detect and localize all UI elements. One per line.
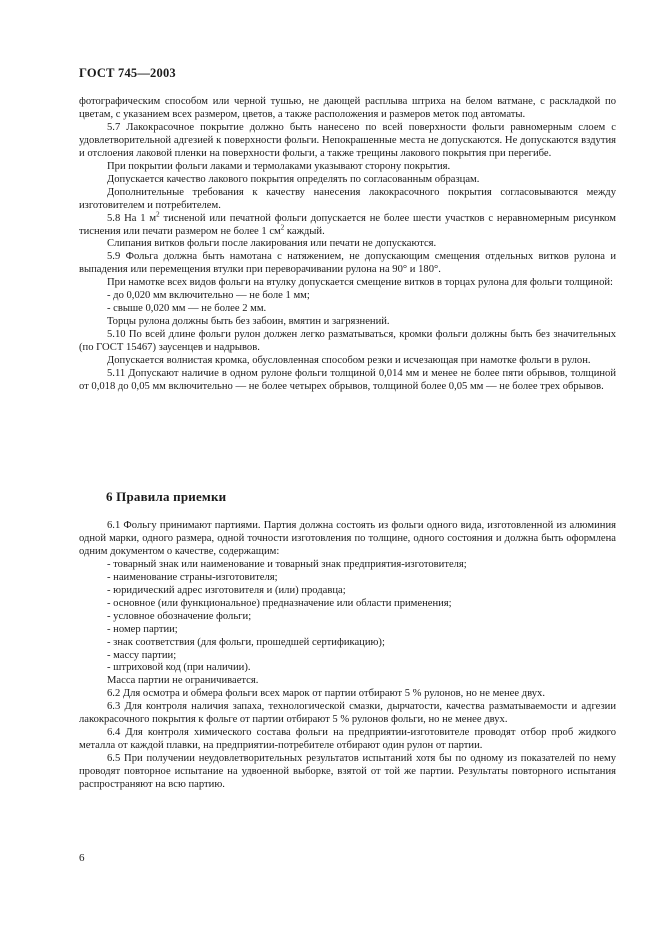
- paragraph-continuation: фотографическим способом или черной тушью, не дающей расплыва штриха на белом ватмане, с раскладкой по цветам, с указанием всех размером, цветов, а также расположения и размеров меток под автоматы.: [79, 96, 616, 120]
- paragraph-6-4: 6.4 Для контроля химического состава фольги на предприятии-изготовителе проводят отбор проб жидкого металла от каждой плавки, на предприятии-потребителе отбирают один рулон от партии.: [79, 727, 616, 752]
- paragraph-6-5: 6.5 При получении неудовлетворительных результатов испытаний хотя бы по одному из показателей по нему проводят повторное испытание на удвоенной выборке, взятой от той же партии. Результаты повторного испытания распространяют на всю партию.: [79, 753, 616, 791]
- list-item: - свыше 0,020 мм — не более 2 мм.: [107, 303, 267, 315]
- paragraph-6-3: 6.3 Для контроля наличия запаха, технологической смазки, дырчатости, качества разматываемости и адгезии лакокрасочного покрытия к фольге от партии отбирают 5 % рулонов фольги, но не менее двух.: [79, 701, 616, 726]
- paragraph-5-7-c: Допускается качество лакового покрытия определять по согласованным образцам.: [107, 173, 480, 185]
- list-item: - номер партии;: [107, 623, 178, 635]
- paragraph-6-1-b: Масса партии не ограничивается.: [107, 675, 259, 687]
- list-item: - условное обозначение фольги;: [107, 610, 252, 622]
- page-number: 6: [79, 852, 85, 864]
- p58-part-c: каждый.: [284, 225, 325, 237]
- list-item: - штриховой код (при наличии).: [107, 662, 251, 674]
- section-6-title: 6 Правила приемки: [106, 489, 227, 504]
- document-header: ГОСТ 745—2003: [79, 66, 176, 80]
- paragraph-6-2: 6.2 Для осмотра и обмера фольги всех марок от партии отбирают 5 % рулонов, но не менее двух.: [107, 688, 545, 700]
- list-item: - до 0,020 мм включительно — не боле 1 мм;: [107, 290, 310, 302]
- paragraph-5-11: 5.11 Допускают наличие в одном рулоне фольги толщиной 0,014 мм и менее не более пяти обрывов, толщиной от 0,018 до 0,05 мм включительно — не более четырех обрывов, толщиной более 0,05 мм — не более трех обрывов.: [79, 368, 616, 392]
- p58-sup-1: 2: [156, 210, 160, 219]
- paragraph-5-10: 5.10 По всей длине фольги рулон должен легко разматываться, кромки фольги должны быть без значительных (по ГОСТ 15467) заусенцев и надрывов.: [79, 329, 616, 354]
- p58-sup-2: 2: [280, 223, 285, 231]
- paragraph-5-8: [79, 210, 616, 239]
- section-6-text: [79, 520, 616, 792]
- document-contents-list: [79, 559, 616, 676]
- paragraph-5-8-d: Слипания витков фольги после лакирования или печати не допускаются.: [107, 238, 437, 250]
- paragraph-5-7: 5.7 Лакокрасочное покрытие должно быть нанесено по всей поверхности фольги равномерным слоем с удовлетворительной адгезией к поверхности фольги. Непокрашенные места не допускаются. Не допускаются вздутия и отслоения лаковой пленки на поверхности фольги, а также трещины лакового покрытия при перегибе.: [79, 121, 616, 159]
- paragraph-5-7-b: При покрытии фольги лаками и термолаками указывают сторону покрытия.: [107, 160, 451, 172]
- paragraph-5-10-b: Допускается волнистая кромка, обусловленная способом резки и исчезающая при намотке фольги в рулон.: [107, 355, 591, 367]
- list-item: - массу партии;: [107, 649, 177, 661]
- p58-part-a: 5.8 На 1 м: [107, 212, 157, 224]
- list-item: - знак соответствия (для фольги, прошедшей сертификацию);: [107, 636, 385, 648]
- paragraph-5-9-b: При намотке всех видов фольги на втулку допускается смещение витков в торцах рулона для фольги толщиной:: [107, 277, 613, 289]
- list-item: - юридический адрес изготовителя и (или) продавца;: [107, 584, 346, 596]
- section-5-text: [79, 96, 616, 394]
- list-item: - товарный знак или наименование и товарный знак предприятия-изготовителя;: [107, 558, 467, 570]
- paragraph-6-1: 6.1 Фольгу принимают партиями. Партия должна состоять из фольги одного вида, изготовленной из алюминия одной марки, одного размера, одной точности изготовления по толщине, одного состояния и должна быть оформлена одним документом о качестве, содержащим:: [79, 520, 616, 557]
- paragraph-5-9: 5.9 Фольга должна быть намотана с натяжением, не допускающим смещения отдельных витков рулона и выпадения или перемещения втулки при переворачивании рулона на 90° и 180°.: [79, 251, 616, 276]
- p58-part-b: тисненой или печатной фольги допускается не более шести участков с неравномерным рисунком тиснения или печати размером не более 1 см: [79, 212, 616, 237]
- paragraph-5-9-c: Торцы рулона должны быть без забоин, вмятин и загрязнений.: [107, 316, 390, 328]
- list-item: - наименование страны-изготовителя;: [107, 571, 278, 583]
- list-item: - основное (или функциональное) предназначение или области применения;: [107, 597, 452, 609]
- paragraph-5-7-d: Дополнительные требования к качеству нанесения лакокрасочного покрытия согласовываются между изготовителем и потребителем.: [79, 186, 616, 211]
